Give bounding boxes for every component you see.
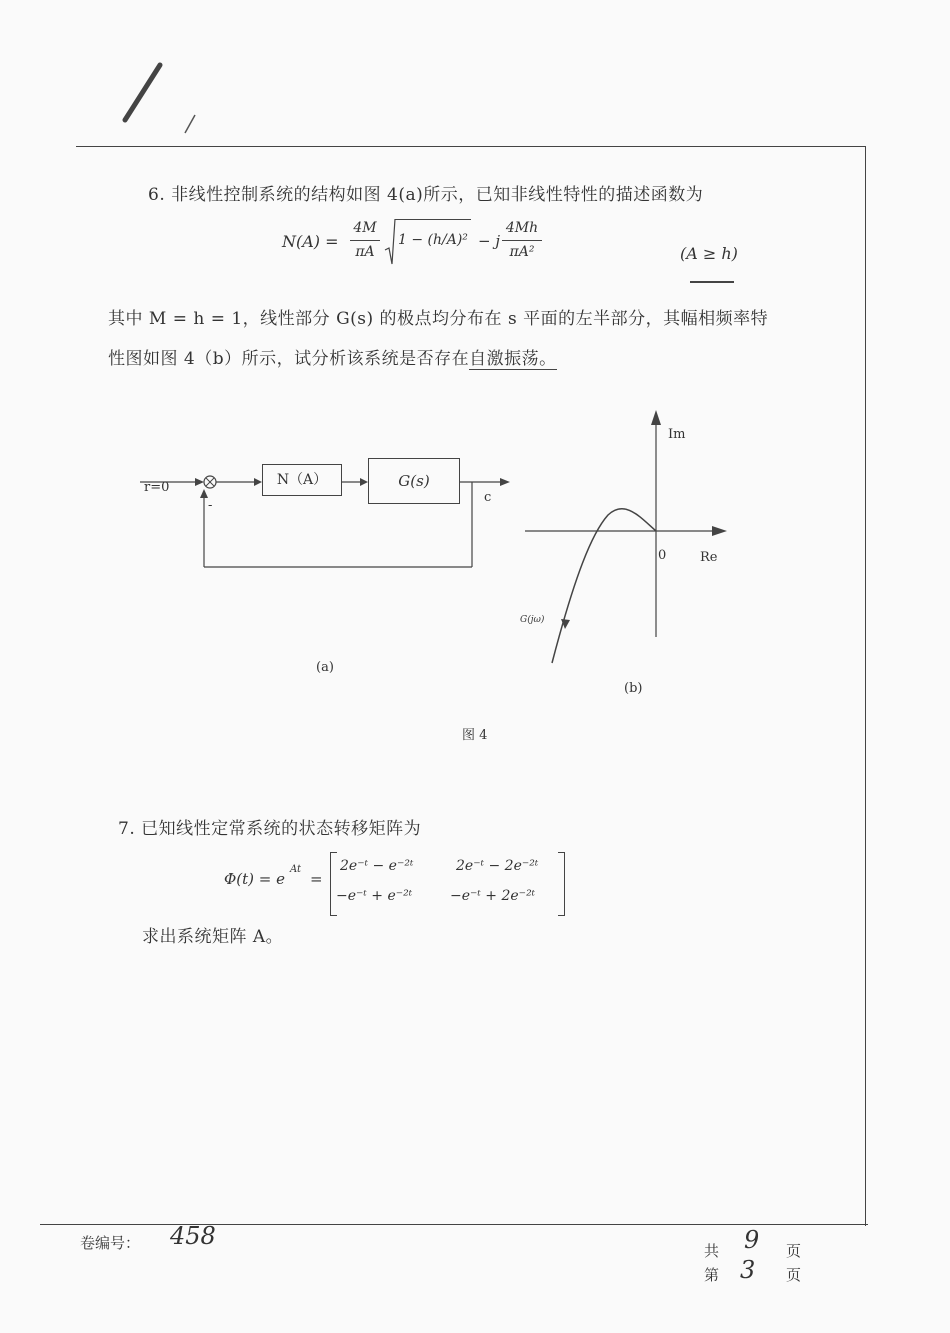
formula-frac2-num: 4Mh [505, 220, 539, 236]
figure4b-caption: (b) [624, 681, 643, 696]
page-border-right [865, 146, 866, 1226]
formula-minus-j: − j [478, 232, 500, 250]
q6-text1: 非线性控制系统的结构如图 4(a)所示，已知非线性特性的描述函数为 [171, 185, 704, 205]
total-pages-label: 共 [704, 1242, 720, 1260]
origin-label: 0 [658, 548, 667, 563]
matrix-right-bracket [558, 852, 565, 916]
total-pages-unit: 页 [786, 1242, 802, 1260]
formula7-lhs: Φ(t) = e [224, 870, 286, 888]
matrix-cell-11: 2e⁻ᵗ − e⁻²ᵗ [340, 858, 414, 874]
q6-number: 6. [148, 185, 166, 205]
matrix-cell-22: −e⁻ᵗ + 2e⁻²ᵗ [450, 888, 536, 904]
formula-frac1-num: 4M [353, 220, 377, 236]
describing-function-formula [282, 218, 572, 274]
linear-block: G(s) [368, 458, 460, 504]
state-transition-matrix-formula [224, 852, 584, 922]
q7-text1: 已知线性定常系统的状态转移矩阵为 [141, 819, 422, 839]
figure4-caption: 图 4 [462, 728, 488, 743]
figure4a-caption: (a) [316, 660, 334, 675]
formula-frac1-bar [350, 240, 380, 241]
q6-text3-underlined: 自激振荡。 [469, 349, 557, 369]
q6-line1 [148, 180, 703, 205]
paper-code-handwritten: 458 [170, 1222, 216, 1250]
formula-frac1-den: πA [355, 244, 375, 260]
current-page-label: 第 [704, 1266, 720, 1284]
formula7-equals: = [310, 870, 323, 888]
page-border-top [76, 146, 866, 147]
nyquist-axes-and-curve [520, 405, 740, 675]
figure4a-block-diagram [140, 440, 520, 580]
formula-condition: (A ≥ h) [680, 244, 738, 263]
formula-lhs: N(A) = [282, 232, 339, 251]
q6-line3 [108, 344, 557, 369]
block-diagram-lines [140, 440, 520, 580]
formula-frac2-bar [502, 240, 542, 241]
formula-frac2-den: πA² [509, 244, 535, 260]
matrix-cell-21: −e⁻ᵗ + e⁻²ᵗ [336, 888, 413, 904]
im-axis-label: Im [668, 427, 686, 442]
q7-line2: 求出系统矩阵 A。 [142, 927, 284, 947]
sqrt-sign-icon [384, 218, 396, 268]
page-border-bottom [40, 1224, 868, 1225]
scan-mark-decoration [100, 45, 220, 145]
output-label: c [484, 490, 492, 505]
matrix-left-bracket [330, 852, 337, 916]
current-page-unit: 页 [786, 1266, 802, 1284]
matrix-cell-12: 2e⁻ᵗ − 2e⁻²ᵗ [456, 858, 539, 874]
curve-label: G(jω) [520, 615, 545, 625]
q7-number: 7. [118, 819, 136, 839]
q7-line1 [118, 814, 421, 839]
condition-handwritten-underline [690, 281, 734, 283]
feedback-minus-sign: - [208, 498, 213, 513]
re-axis-label: Re [700, 550, 718, 565]
paper-code-label: 卷编号： [80, 1234, 141, 1252]
total-pages-handwritten: 9 [744, 1226, 760, 1254]
q6-line2: 其中 M = h = 1，线性部分 G(s) 的极点均分布在 s 平面的左半部分，其幅相频率特 [108, 309, 769, 329]
input-label: r=0 [144, 480, 170, 495]
formula7-superscript: At [290, 864, 302, 875]
figure4b-nyquist-plot [520, 405, 740, 675]
nonlinear-block: N（A） [262, 464, 342, 496]
q6-text3-prefix: 性图如图 4（b）所示，试分析该系统是否存在 [108, 349, 470, 369]
formula-sqrt-body: 1 − (h/A)² [398, 232, 468, 248]
sqrt-overline [395, 219, 471, 220]
current-page-handwritten: 3 [740, 1256, 756, 1284]
